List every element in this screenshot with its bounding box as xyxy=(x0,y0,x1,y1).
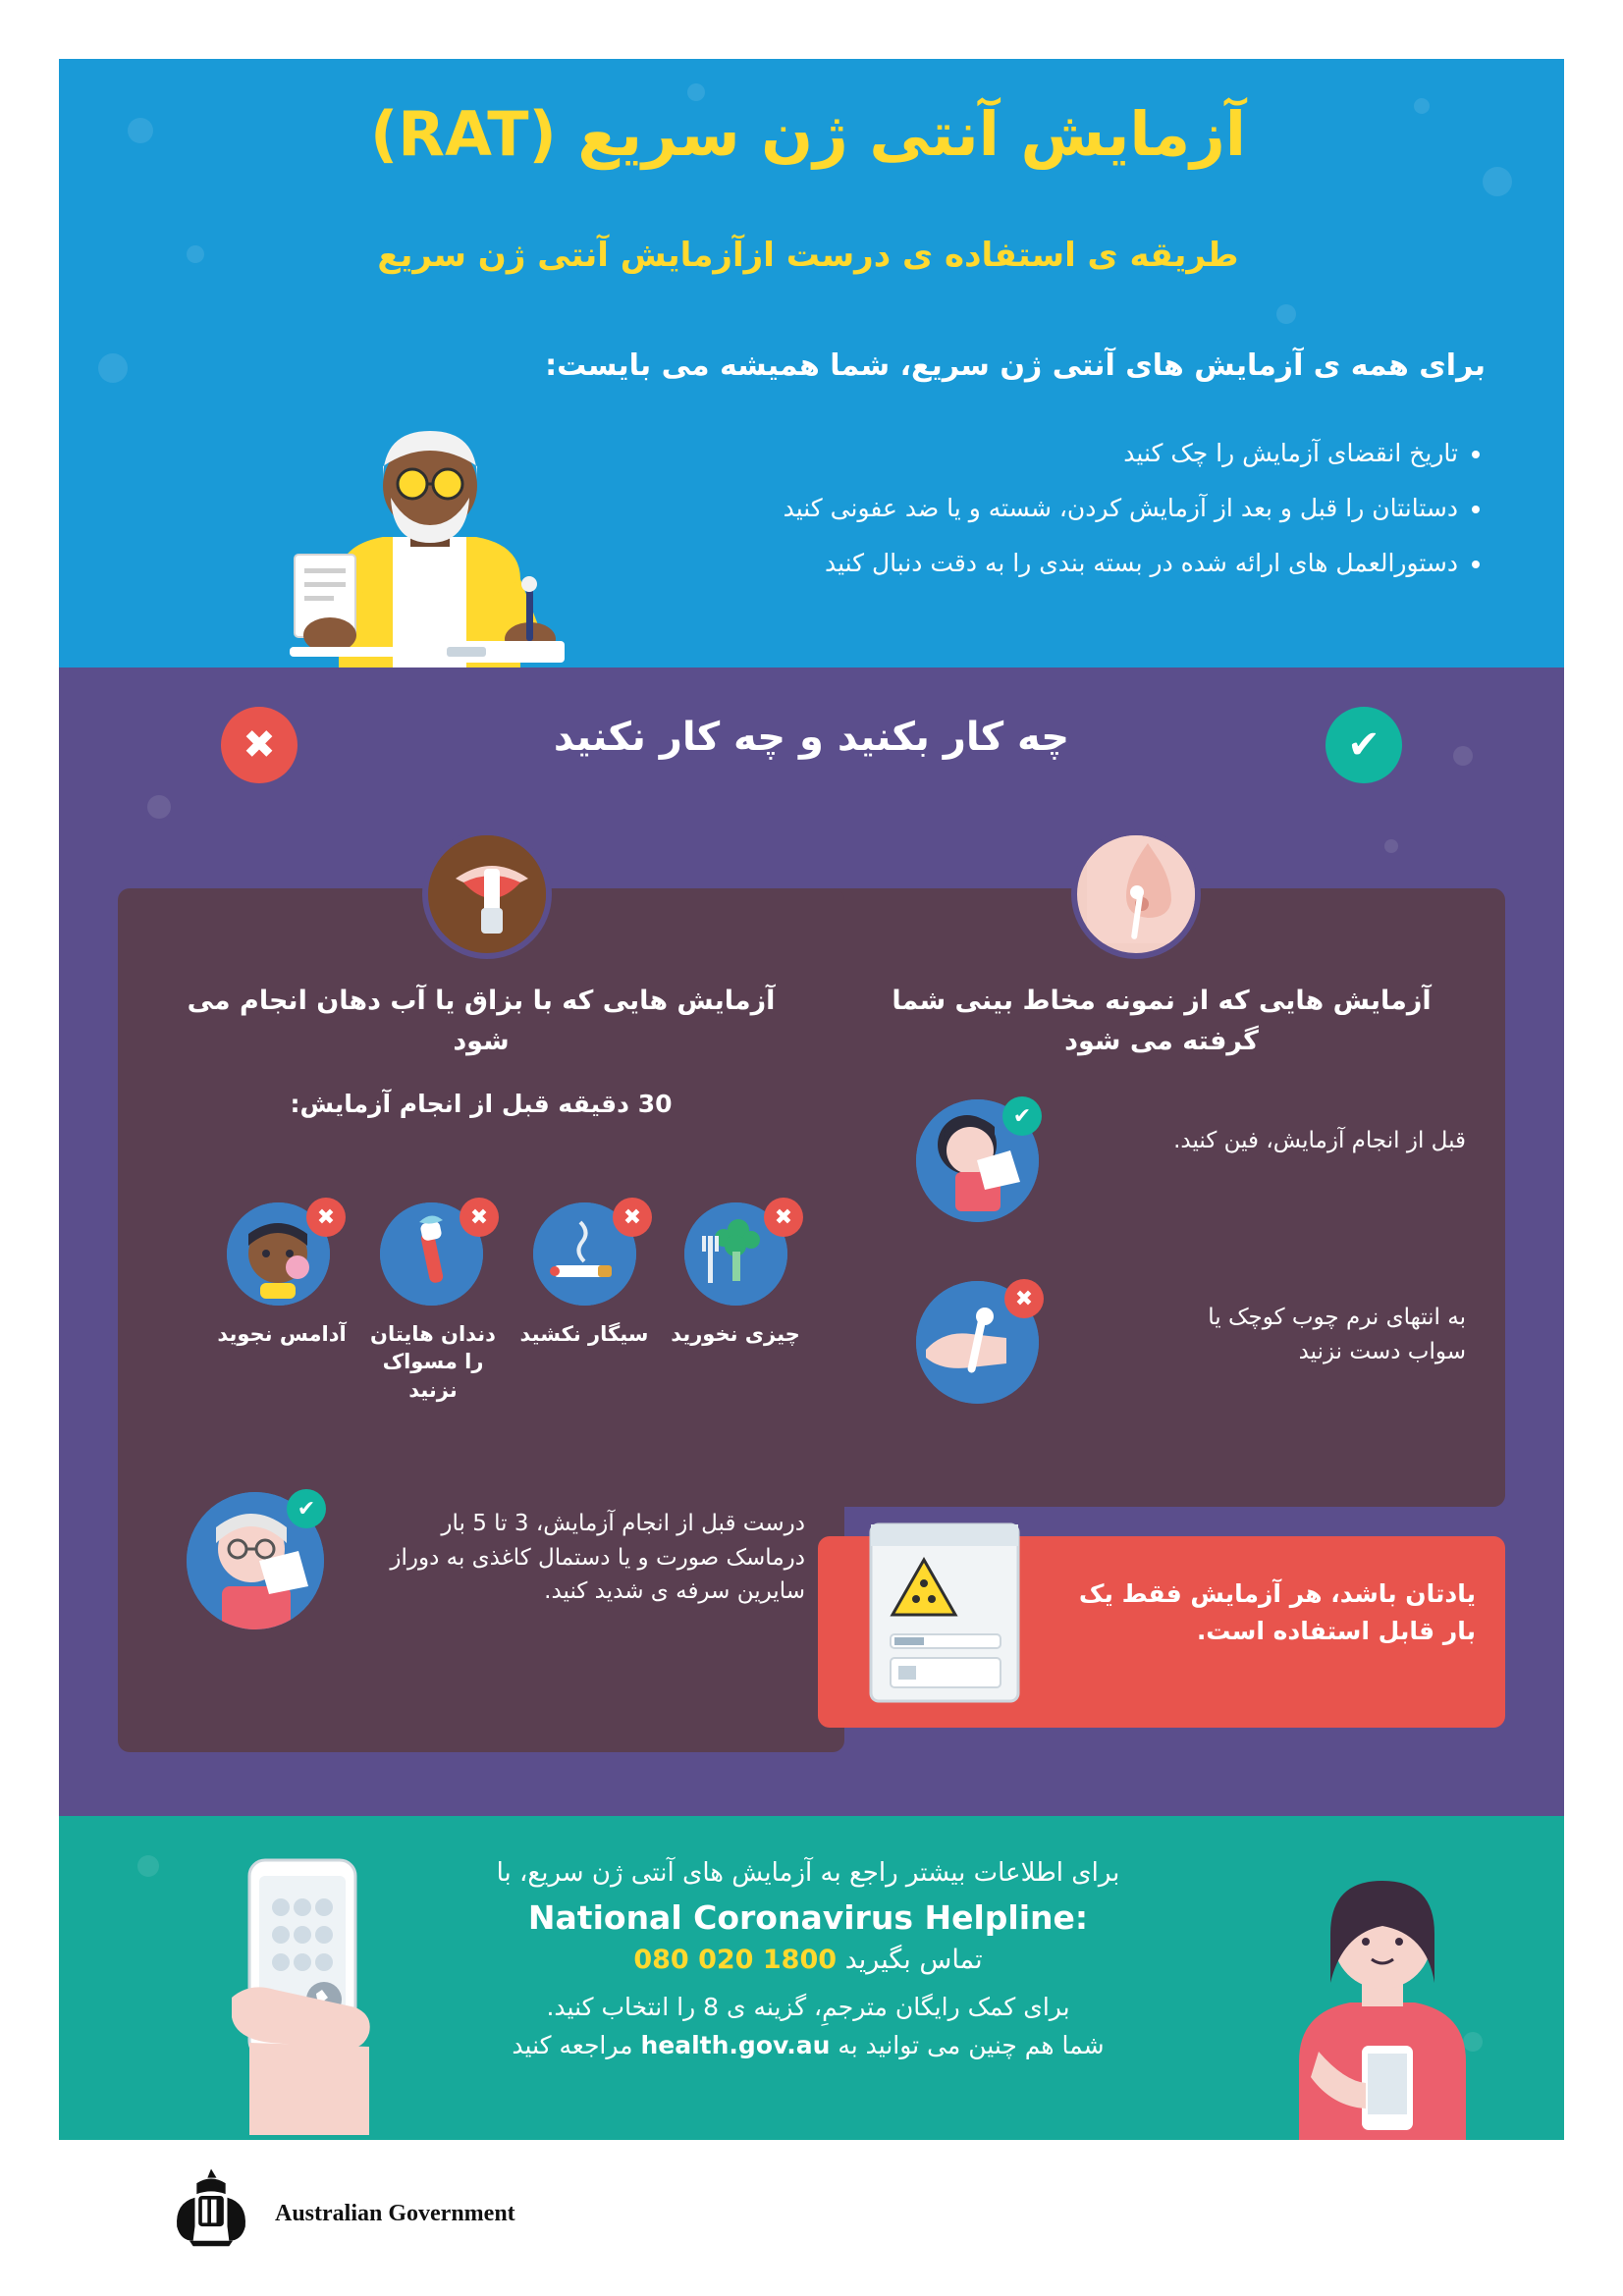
cross-icon: ✖ xyxy=(460,1198,499,1237)
hand-holding-phone-illustration xyxy=(177,1850,422,2135)
phone-number: 1800 020 080 xyxy=(633,1944,838,1975)
check-icon: ✔ xyxy=(287,1489,326,1528)
decorative-dot xyxy=(98,353,128,383)
dos-and-donts-section xyxy=(59,667,1564,1816)
saliva-card-heading: آزمایش هایی که با بزاق یا آب دهان انجام می شود xyxy=(187,986,776,1056)
page-subtitle: طریقه ی استفاده ی درست ازآزمایش آنتی ژن سریع xyxy=(377,236,1239,275)
dont-caption: آدامس نجوید xyxy=(217,1322,347,1346)
header-section xyxy=(59,59,1564,667)
mouth-swab-icon xyxy=(422,829,552,959)
single-use-warning xyxy=(818,1536,1505,1728)
dont-caption: دندان هایتان را مسواک نزنید xyxy=(370,1322,496,1402)
doctor-illustration xyxy=(236,407,619,667)
interpreter-line: برای کمک رایگان مترجمِ، گزینه ی 8 را انتخاب کنید. xyxy=(546,1992,1070,2021)
no-touch-swab-text: به انتهای نرم چوب کوچک یا سواب دست نزنید xyxy=(1208,1305,1466,1364)
section-title: چه کار بکنید و چه کار نکنید xyxy=(553,715,1070,760)
australian-government-logo xyxy=(157,2160,579,2253)
logo-text: Australian Government xyxy=(275,2201,515,2226)
decorative-dot xyxy=(1384,839,1398,853)
website-line xyxy=(366,2031,1250,2059)
header-lead-text: برای همه ی آزمایش های آنتی ژن سریع، شما همیشه می بایست: xyxy=(545,348,1486,383)
footer-section xyxy=(59,1816,1564,2140)
footer-line-1: برای اطلاعات بیشتر راجع به آزمایش های آنتی ژن سریع، با xyxy=(496,1858,1120,1888)
decorative-dot xyxy=(1483,167,1512,196)
nose-swab-icon xyxy=(1071,829,1201,959)
check-icon: ✔ xyxy=(1325,707,1402,783)
list-item: • تاریخ انقضای آزمایش را چک کنید xyxy=(376,437,1458,470)
coat-of-arms-icon xyxy=(157,2160,265,2253)
nasal-card-heading: آزمایش هایی که از نمونه مخاط بینی شما گرفته می شود xyxy=(892,986,1432,1056)
footer-text-block xyxy=(366,1855,1250,2059)
list-item: • دستانتان را قبل و بعد از آزمایش کردن، شسته و یا ضد عفونی کنید xyxy=(376,492,1458,525)
call-prefix: تماس بگیرید xyxy=(844,1944,983,1975)
warning-text: یادتان باشد، هر آزمایش فقط یک بار قابل استفاده است. xyxy=(1078,1579,1476,1645)
website-url[interactable]: health.gov.au xyxy=(640,2031,831,2060)
cross-icon: ✖ xyxy=(613,1198,652,1237)
cross-icon: ✖ xyxy=(221,707,298,783)
decorative-dot xyxy=(147,795,171,819)
call-line xyxy=(366,1945,1250,1975)
blow-nose-text: قبل از انجام آزمایش، فین کنید. xyxy=(1173,1128,1466,1153)
cross-icon: ✖ xyxy=(306,1198,346,1237)
nasal-test-card xyxy=(818,888,1505,1507)
visit-suffix: مراجعه کنید xyxy=(512,2031,633,2060)
list-item: • دستورالعمل های ارائه شده در بسته بندی را به دقت دنبال کنید xyxy=(376,547,1458,580)
decorative-dot xyxy=(137,1855,159,1877)
helpline-name: National Coronavirus Helpline: xyxy=(527,1897,1089,1937)
check-icon: ✔ xyxy=(1002,1096,1042,1136)
biohazard-kit-icon xyxy=(847,1507,1054,1718)
woman-with-phone-illustration xyxy=(1260,1865,1505,2140)
test-kit-on-desk xyxy=(290,633,584,667)
cross-icon: ✖ xyxy=(764,1198,803,1237)
saliva-card-subheading: 30 دقیقه قبل از انجام آزمایش: xyxy=(290,1090,673,1118)
cough-instruction-text: درست قبل از انجام آزمایش، 3 تا 5 بار درماسک صورت و یا دستمال کاغذی به دوراز سایرین سرفه ی شدید کنید. xyxy=(390,1511,805,1604)
dont-caption: سیگار نکشید xyxy=(519,1322,649,1346)
visit-prefix: شما هم چنین می توانید به xyxy=(838,2031,1105,2060)
saliva-test-card xyxy=(118,888,844,1752)
cross-icon: ✖ xyxy=(1004,1279,1044,1318)
decorative-dot xyxy=(1276,304,1296,324)
page-title: آزمایش آنتی ژن سریع (RAT) xyxy=(369,98,1247,170)
dont-caption: چیزی نخورید xyxy=(671,1322,800,1346)
